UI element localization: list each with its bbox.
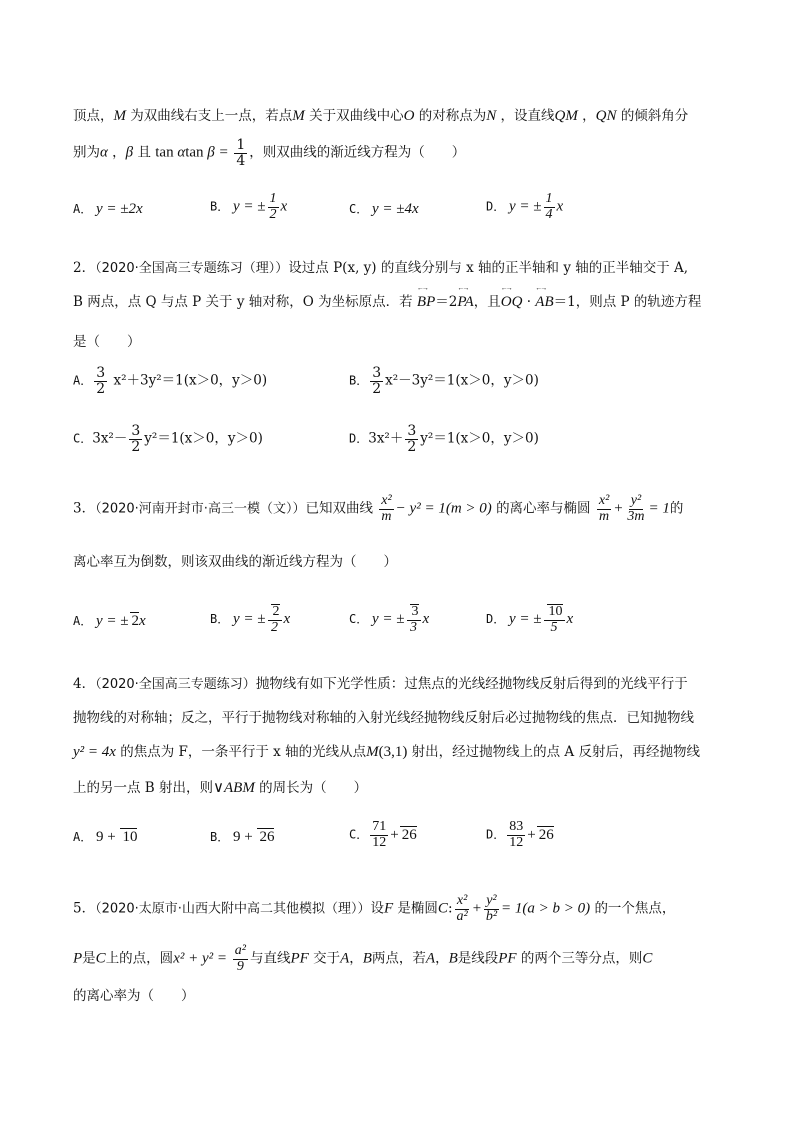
q3-line2: 离心率互为倒数，则该双曲线的渐近线方程为（ ）: [73, 554, 397, 570]
option-d[interactable]: D． y = ± $\frac{10}{5}$ x: [486, 604, 574, 635]
option-a[interactable]: A． y = ±2x: [73, 201, 143, 217]
q2-line1: 2．（2020·全国高三专题练习（理））设过点 P(x, y) 的直线分别与 x 轴的正半轴和 y 轴的正半轴交于 A,: [73, 260, 689, 276]
option-d[interactable]: D． $\frac{83}{12}$ + 26: [486, 819, 554, 850]
option-c[interactable]: C． y = ±4x: [349, 201, 419, 217]
option-b[interactable]: B． $\frac{3}{2}$ x²－3y²＝1(x＞0，y＞0): [349, 365, 539, 397]
option-b[interactable]: B． y = ± $\frac{2}{2}$ x: [210, 604, 291, 635]
option-c[interactable]: C． $\frac{71}{12}$ + 26: [349, 819, 417, 850]
option-c[interactable]: C．3x²－ $\frac{3}{2}$ y²＝1(x＞0，y＞0): [73, 423, 263, 455]
q5-line1: 5．（2020·太原市·山西大附中高二其他模拟（理））设F 是椭圆C: $\frac{\text{x²}}{\text{a²}}$ + $\frac{\text{y²}}{\text{b²}}$ = 1(a > b > 0) 的一个焦点，: [73, 893, 676, 924]
text: ，设直线: [500, 108, 555, 124]
q3-line1: 3．（2020·河南开封市·高三一模（文））已知双曲线 $\frac{\text{x²}}{m}$ − y² = 1(m > 0) 的离心率与椭圆 $\frac{\text{x²}}{m}$ + $\frac{\text{y²}}{3m}$ = 1的: [73, 493, 684, 524]
q4-line3: y² = 4x 的焦点为 F，一条平行于 x 轴的光线从点M(3,1) 射出，经过抛物线上的点 A 反射后，再经抛物线: [73, 744, 700, 760]
text: 的对称点为: [418, 108, 487, 124]
q3-options: [73, 604, 723, 644]
q4-line2: 抛物线的对称轴；反之，平行于抛物线对称轴的入射光线经抛物线反射后必过抛物线的焦点．已知抛物线: [73, 710, 694, 726]
option-c[interactable]: C． y = ± $\frac{3}{3}$ x: [349, 604, 430, 635]
q2-options-row2: [73, 424, 723, 464]
option-a[interactable]: A． 9 + 10: [73, 829, 138, 845]
q1-line1: 顶点，M 为双曲线右支上一点，若点M 关于双曲线中心O 的对称点为N ，设直线QM ，QN 的倾斜角分: [73, 108, 689, 124]
text: 且: [137, 144, 151, 161]
option-b[interactable]: B． y = ± $\frac{1}{2}$ x: [210, 191, 288, 222]
option-a[interactable]: A． $\frac{3}{2}$ x²＋3y²＝1(x＞0，y＞0): [73, 365, 268, 397]
text: 顶点，: [73, 108, 114, 124]
q4-options: [73, 820, 723, 860]
q2-options-row1: [73, 366, 723, 406]
q1-line2: 别为α ，β 且 tan αtan β = $\frac{1}{4}$ ，则双曲线的渐近线方程为（ ）: [73, 137, 466, 169]
text: 关于双曲线中心: [309, 108, 404, 124]
text: 的倾斜角分: [620, 108, 689, 124]
q4-line1: 4．（2020·全国高三专题练习）抛物线有如下光学性质：过焦点的光线经抛物线反射后得到的光线平行于: [73, 676, 688, 692]
option-b[interactable]: B． 9 + 26: [210, 829, 275, 845]
q2-line3: 是（ ）: [73, 334, 141, 350]
text: 为双曲线右支上一点，若点: [130, 108, 293, 124]
q4-line4: 上的另一点 B 射出，则∨ABM 的周长为（ ）: [73, 780, 368, 796]
text: 别为: [73, 144, 100, 161]
option-d[interactable]: D．3x²＋ $\frac{3}{2}$ y²＝1(x＞0，y＞0): [349, 423, 539, 455]
text: ，则双曲线的渐近线方程为（ ）: [249, 144, 466, 161]
q5-line2: P是C上的点，圆x² + y² = $\frac{\text{a²}}{9}$ 与直线PF 交于A，B两点，若A，B是线段PF 的两个三等分点，则C: [73, 943, 653, 974]
q5-line3: 的离心率为（ ）: [73, 988, 195, 1004]
q2-line2: B 两点，点 Q 与点 P 关于 y 轴对称，O 为坐标原点．若 ←→ BP＝2←→ PA，且←→ OQ · ←→ AB＝1，则点 P 的轨迹方程: [73, 290, 701, 311]
q2-source: （2020·全国高三专题练习（理））: [95, 261, 289, 276]
option-a[interactable]: A． y = ± 2x: [73, 613, 146, 629]
option-d[interactable]: D． y = ± $\frac{1}{4}$ x: [486, 191, 564, 222]
